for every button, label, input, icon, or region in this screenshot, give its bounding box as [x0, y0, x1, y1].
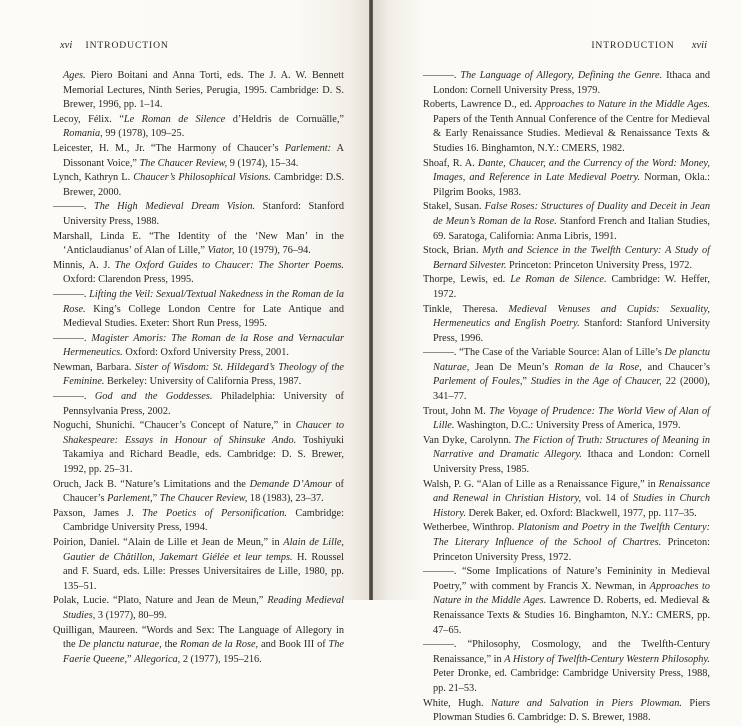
- left-page: [0, 0, 371, 665]
- italic-title-text: The Chaucer Review,: [139, 157, 228, 169]
- entry-text: Newman, Barbara.: [53, 361, 135, 373]
- italic-title-text: Roman de la Rose,: [554, 361, 642, 373]
- entry-text: the: [161, 639, 181, 651]
- bibliography-entry: [53, 259, 344, 288]
- entry-text: H. Roussel and F. Suard, eds. Lille: Presses Universitaires de Lille, 1980, pp. 135–51.: [63, 551, 344, 592]
- entry-text: 22 (2000), 341–77.: [433, 376, 710, 403]
- entry-text: Oxford: Clarendon Press, 1995.: [63, 274, 194, 286]
- entry-text: and Chaucer’s: [641, 361, 710, 373]
- entry-text: Paxson, James J.: [53, 507, 143, 519]
- entry-text: Derek Baker, ed. Oxford: Blackwell, 1977, pp. 117–35.: [465, 507, 697, 519]
- italic-title-text: Demande D’Amour: [249, 478, 332, 490]
- left-running-head: [60, 40, 169, 51]
- right-bibliography-list: [423, 69, 710, 726]
- entry-text: Walsh, P. G. “Alan of Lille as a Renaissance Figure,” in: [423, 478, 659, 490]
- entry-text: Wetherbee, Winthrop.: [423, 522, 518, 534]
- entry-text: Peter Dronke, ed. Cambridge: Cambridge University Press, 1988, pp. 21–53.: [433, 668, 710, 694]
- italic-title-text: Chaucer to Shakespeare: Essays in Honour of Shinsuke Ando.: [63, 420, 344, 446]
- entry-text: Lecoy, Félix. “: [53, 113, 124, 125]
- entry-text: and Book III of: [258, 639, 329, 651]
- entry-text: vol. 14 of: [581, 493, 634, 505]
- entry-text: Princeton: Princeton University Press, 1972.: [506, 259, 693, 271]
- italic-title-text: Platonism and Poetry in the Twelfth Century: The Literary Influence of the School of Chartres.: [433, 522, 710, 548]
- entry-text: Cambridge: W. Heffer, 1972.: [433, 274, 710, 300]
- italic-title-text: Lifting the Veil: Sexual/Textual Nakedness in the Roman de la Rose.: [63, 288, 344, 315]
- bibliography-entry: [53, 142, 344, 171]
- entry-text: ———. “Some Implications of Nature’s Femininity in Medieval Poetry,” with comment by Francis X. Newman, in: [423, 566, 710, 592]
- italic-title-text: Studies in Church History.: [433, 493, 710, 519]
- entry-text: Oruch, Jack B. “Nature’s Limitations and the: [53, 478, 250, 490]
- italic-title-text: Alain de Lille, Gautier de Châtillon, Jakemart Giélée et leur temps.: [63, 537, 344, 563]
- book-spine-gutter: [369, 0, 373, 600]
- italic-title-text: A History of Twelfth-Century Western Philosophy.: [504, 653, 710, 665]
- italic-title-text: Approaches to Nature in the Middle Ages.: [534, 99, 710, 111]
- bibliography-entry: [53, 594, 344, 623]
- italic-title-text: The High Medieval Dream Vision.: [94, 201, 256, 213]
- bibliography-entry: [53, 507, 344, 536]
- entry-text: Oxford: Oxford University Press, 2001.: [122, 347, 289, 359]
- entry-text: Trout, John M.: [423, 405, 490, 417]
- entry-text: Noguchi, Shunichi. “Chaucer’s Concept of Nature,” in: [53, 420, 296, 432]
- entry-text: Minnis, A. J.: [53, 259, 115, 271]
- entry-text: of Chaucer’s: [63, 478, 344, 505]
- italic-title-text: Roman de la Rose,: [180, 639, 259, 651]
- entry-text: 99 (1978), 109–25.: [102, 128, 185, 140]
- italic-title-text: Renaissance and Renewal in Christian History,: [433, 478, 710, 505]
- bibliography-entry: [53, 332, 344, 361]
- entry-text: Stanford: Stanford University Press, 1996.: [433, 318, 710, 344]
- italic-title-text: The Poetics of Personification.: [142, 507, 288, 519]
- bibliography-entry: [53, 200, 344, 229]
- entry-text: Polak, Lucie. “Plato, Nature and Jean de Meun,”: [53, 595, 268, 607]
- bibliography-entry: [53, 361, 344, 390]
- italic-title-text: Viator,: [207, 245, 235, 257]
- bibliography-entry: [423, 346, 710, 404]
- entry-text: Stanford: Stanford University Press, 1988.: [63, 201, 345, 227]
- entry-text: ———.: [53, 288, 90, 300]
- italic-title-text: Le Roman de Silence: [123, 113, 226, 125]
- entry-text: ———.: [53, 332, 92, 344]
- left-bibliography-list: [53, 69, 344, 667]
- italic-title-text: Parlement:: [284, 142, 332, 154]
- bibliography-entry: [53, 230, 344, 259]
- entry-text: 9 (1974), 15–34.: [227, 157, 299, 169]
- italic-title-text: Approaches to Nature in the Middle Ages.: [433, 580, 711, 607]
- italic-title-text: Studies in the Age of Chaucer,: [530, 376, 662, 388]
- bibliography-entry: [53, 390, 344, 419]
- entry-text: Tinkle, Theresa.: [423, 303, 509, 315]
- bibliography-entry: [53, 171, 344, 200]
- italic-title-text: Myth and Science in the Twelfth Century: A Study of Bernard Silvester.: [433, 245, 710, 271]
- bibliography-entry: [423, 697, 710, 726]
- italic-title-text: Chaucer’s Philosophical Visions.: [133, 172, 271, 184]
- entry-text: Princeton: Princeton University Press, 1972.: [433, 537, 710, 563]
- entry-text: Stanford French and Italian Studies, 69. Saratoga, California: Anma Libris, 1991.: [433, 215, 710, 242]
- entry-text: ———.: [423, 70, 461, 81]
- entry-text: ———. “The Case of the Variable Source: Alan of Lille’s: [423, 347, 665, 359]
- entry-text: White, Hugh.: [423, 697, 492, 709]
- entry-text: King’s College London Centre for Late Antique and Medieval Studies. Exeter: Short Run Press, 1995.: [63, 303, 344, 330]
- bibliography-entry: [423, 521, 710, 565]
- entry-text: Roberts, Lawrence D., ed.: [423, 99, 535, 111]
- italic-title-text: Le Roman de Silence.: [510, 274, 607, 286]
- bibliography-entry: [53, 536, 344, 594]
- entry-text: ”: [127, 653, 135, 665]
- entry-text: Poirion, Daniel. “Alain de Lille et Jean de Meun,” in: [53, 537, 284, 548]
- entry-text: 2 (1977), 195–216.: [180, 653, 262, 665]
- entry-text: Quilligan, Maureen. “Words and Sex: The Language of Allegory in the: [53, 624, 344, 651]
- entry-text: 3 (1977), 80–99.: [95, 609, 167, 621]
- entry-text: Stakel, Susan.: [423, 201, 485, 213]
- entry-text: 18 (1983), 23–37.: [247, 493, 324, 505]
- entry-text: Leicester, H. M., Jr. “The Harmony of Chaucer’s: [53, 142, 285, 154]
- bibliography-entry: [423, 565, 710, 638]
- entry-text: Norman, Okla.: Pilgrim Books, 1983.: [433, 172, 710, 198]
- italic-title-text: Reading Medieval Studies,: [63, 595, 344, 621]
- entry-text: Cambridge: Cambridge University Press, 1994.: [63, 507, 344, 534]
- italic-title-text: The Chaucer Review,: [159, 493, 248, 505]
- entry-text: A Dissonant Voice,”: [63, 142, 344, 169]
- bibliography-entry: [423, 157, 710, 201]
- bibliography-entry: [423, 273, 710, 302]
- entry-text: Lawrence D. Roberts, ed. Medieval & Renaissance Texts & Studies 16. Binghamton, N.Y.: CMERS, pp. 47–65.: [433, 595, 710, 636]
- entry-text: Toshiyuki Takamiya and Richard Beadle, eds. Cambridge: D. S. Brewer, 1992, pp. 25–31.: [63, 434, 344, 476]
- bibliography-entry: [423, 303, 710, 347]
- entry-text: Washington, D.C.: University Press of America, 1979.: [454, 420, 681, 432]
- right-page-number: xvii: [691, 40, 707, 51]
- italic-title-text: The Language of Allegory, Defining the Genre.: [460, 70, 663, 81]
- entry-text: Lynch, Kathryn L.: [53, 172, 134, 184]
- italic-title-text: The Faerie Queene,: [63, 639, 344, 665]
- italic-title-text: God and the Goddesses.: [94, 391, 213, 403]
- italic-title-text: Sister of Wisdom: St. Hildegard’s Theology of the Feminine.: [63, 361, 344, 388]
- entry-text: Philadelphia: University of Pennsylvania Press, 2002.: [63, 391, 344, 417]
- italic-title-text: De planctu naturae,: [78, 639, 162, 651]
- italic-title-text: Medieval Venuses and Cupids: Sexuality, Hermeneutics and English Poetry.: [433, 303, 710, 330]
- entry-text: Piero Boitani and Anna Torti, eds. The J. A. W. Bennett Memorial Lectures, Ninth Series, Perugia, 1995. Cambridge: D. S. Brewer, 1996, pp. 1–14.: [63, 70, 344, 111]
- entry-text: Ithaca and London: Cornell University Press, 1985.: [433, 449, 711, 476]
- bibliography-entry: [423, 69, 710, 98]
- entry-text: ———.: [53, 391, 95, 403]
- italic-title-text: Ages.: [63, 70, 86, 81]
- bibliography-entry: [423, 638, 710, 696]
- bibliography-entry-continued: [53, 69, 344, 113]
- entry-text: d’Heldris de Cornuälle,”: [225, 113, 344, 125]
- bibliography-entry: [423, 200, 710, 244]
- italic-title-text: Parlement,: [107, 493, 153, 505]
- entry-text: ———. “Philosophy, Cosmology, and the Twelfth-Century Renaissance,” in: [423, 639, 710, 665]
- right-running-head: [591, 40, 707, 51]
- entry-text: 10 (1979), 76–94.: [234, 245, 311, 257]
- italic-title-text: Romania,: [63, 128, 103, 140]
- bibliography-entry: [53, 624, 344, 668]
- italic-title-text: The Voyage of Prudence: The World View of Alan of Lille.: [433, 405, 710, 432]
- entry-text: ”: [522, 376, 531, 388]
- entry-text: Ithaca and London: Cornell University Press, 1979.: [433, 70, 710, 96]
- italic-title-text: Dante, Chaucer, and the Currency of the Word: Money, Images, and Reference in Late Medieval Poetry.: [433, 157, 710, 184]
- left-running-head-title: INTRODUCTION: [85, 40, 169, 51]
- entry-text: Cambridge: D.S. Brewer, 2000.: [63, 172, 345, 198]
- italic-title-text: Nature and Salvation in Piers Plowman.: [491, 697, 682, 709]
- bibliography-entry: [423, 478, 710, 522]
- entry-text: Berkeley: University of California Press, 1987.: [104, 376, 302, 388]
- italic-title-text: The Fiction of Truth: Structures of Meaning in Narrative and Dramatic Allegory.: [433, 434, 710, 461]
- italic-title-text: Magister Amoris: The Roman de la Rose and Vernacular Hermeneutics.: [63, 332, 344, 359]
- entry-text: ”: [152, 493, 160, 505]
- entry-text: Marshall, Linda E. “The Identity of the ‘New Man’ in the ‘Anticlaudianus’ of Alan of Lille,”: [53, 230, 344, 257]
- left-page-number: xvi: [60, 40, 73, 51]
- bibliography-entry: [423, 405, 710, 434]
- entry-text: Jean De Meun’s: [469, 361, 555, 373]
- entry-text: Papers of the Tenth Annual Conference of the Centre for Medieval & Early Renaissance Studies. Medieval & Renaissance Texts & Studies 16. Binghamton, N.Y.: CMERS, 1982.: [433, 113, 710, 154]
- entry-text: Thorpe, Lewis, ed.: [423, 274, 511, 286]
- bibliography-entry: [423, 244, 710, 273]
- italic-title-text: False Roses: Structures of Duality and Deceit in Jean de Meun’s Roman de la Rose.: [433, 201, 710, 227]
- entry-text: Van Dyke, Carolynn.: [423, 434, 515, 446]
- italic-title-text: The Oxford Guides to Chaucer: The Shorter Poems.: [114, 259, 344, 271]
- right-page: [371, 0, 742, 724]
- entry-text: ———.: [53, 201, 95, 213]
- bibliography-entry: [53, 478, 344, 507]
- entry-text: Stock, Brian.: [423, 245, 483, 257]
- bibliography-entry: [53, 113, 344, 142]
- entry-text: Piers Plowman Studies 6. Cambridge: D. S. Brewer, 1988.: [433, 697, 710, 724]
- bibliography-entry: [423, 434, 710, 478]
- right-running-head-title: INTRODUCTION: [591, 40, 675, 51]
- bibliography-entry: [53, 419, 344, 477]
- italic-title-text: Parlement of Foules,: [433, 376, 523, 388]
- bibliography-entry: [423, 98, 710, 156]
- italic-title-text: Allegorica,: [134, 653, 181, 665]
- italic-title-text: De planctu Naturae,: [433, 347, 710, 373]
- bibliography-entry: [53, 288, 344, 332]
- entry-text: Shoaf, R. A.: [423, 157, 478, 169]
